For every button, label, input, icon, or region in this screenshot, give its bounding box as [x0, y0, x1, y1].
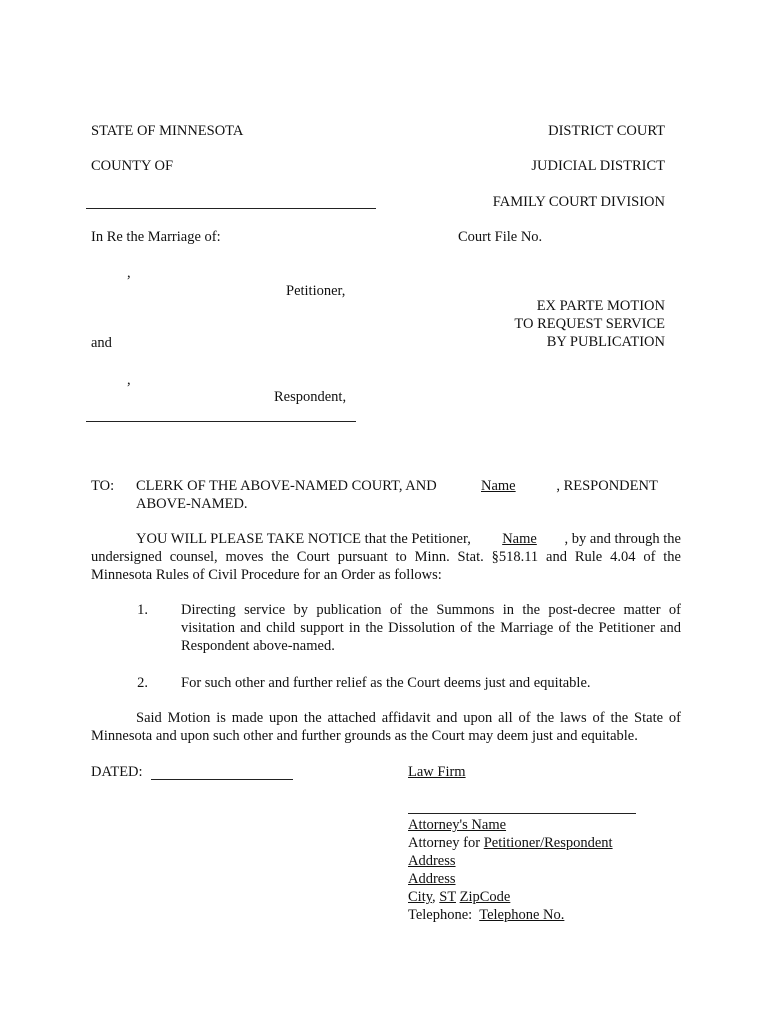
to-line1	[136, 477, 658, 495]
law-firm: Law Firm	[408, 764, 466, 780]
division-label: FAMILY COURT DIVISION	[492, 194, 665, 210]
notice-paragraph	[91, 530, 681, 584]
petitioner-label: Petitioner,	[286, 283, 346, 299]
motion-title-line1: EX PARTE MOTION	[536, 298, 665, 314]
to-label: TO:	[91, 478, 115, 494]
attorney-for-party: Petitioner/Respondent	[483, 835, 613, 851]
state-label: STATE OF MINNESOTA	[91, 123, 244, 139]
attorney-for-prefix: Attorney for	[408, 835, 484, 851]
date-signature-line	[151, 779, 293, 780]
caption-top-rule	[86, 208, 376, 209]
state-abbrev: ST	[439, 889, 456, 905]
respondent-name-comma: ,	[127, 372, 131, 388]
attorney-signature-line	[408, 813, 636, 814]
telephone-label: Telephone:	[408, 907, 473, 923]
caption-bottom-rule	[86, 421, 356, 422]
item-1-number: 1.	[137, 602, 148, 618]
district-label: JUDICIAL DISTRICT	[531, 158, 665, 174]
court-label: DISTRICT COURT	[548, 123, 665, 139]
motion-title-line2: TO REQUEST SERVICE	[514, 316, 665, 332]
item-2-number: 2.	[137, 675, 148, 691]
county-label: COUNTY OF	[91, 158, 174, 174]
city-comma: ,	[432, 889, 436, 905]
respondent-label: Respondent,	[274, 389, 347, 405]
and-label: and	[91, 335, 112, 351]
respondent-name-blank: Name	[481, 478, 516, 494]
to-line2: ABOVE-NAMED.	[136, 496, 248, 512]
city-state-zip-line	[408, 888, 510, 906]
address-line-2: Address	[408, 871, 456, 887]
attorney-for-line	[408, 834, 613, 852]
notice-part2: , by and through the undersigned counsel, moves the Court pursuant to Minn. Stat. §518.11 and Rule 4.04 of the Minnesota Rules of Civil Procedure for an Order as follows:	[91, 531, 681, 583]
motion-title-line3: BY PUBLICATION	[546, 334, 665, 350]
to-text-a: CLERK OF THE ABOVE-NAMED COURT, AND	[136, 478, 437, 494]
telephone-number: Telephone No.	[479, 907, 565, 923]
item-1-text: Directing service by publication of the Summons in the post-decree matter of visitation and child support in the Dissolution of the Marriage of the Petitioner and Respondent above-named.	[181, 602, 681, 654]
telephone-line	[408, 906, 564, 924]
notice-part1: YOU WILL PLEASE TAKE NOTICE that the Petitioner,	[136, 531, 471, 547]
city: City	[408, 889, 433, 905]
attorney-name: Attorney's Name	[408, 817, 507, 833]
to-text-b: , RESPONDENT	[556, 478, 658, 494]
dated-label: DATED:	[91, 764, 143, 780]
said-motion-paragraph: Said Motion is made upon the attached affidavit and upon all of the laws of the State of Minnesota and upon such other and further grounds as the Court may deem just and equitable.	[91, 710, 681, 744]
zip-code: ZipCode	[459, 889, 511, 905]
petitioner-name-comma: ,	[127, 265, 131, 281]
address-line-1: Address	[408, 853, 456, 869]
item-2-text: For such other and further relief as the Court deems just and equitable.	[181, 675, 591, 691]
court-file-label: Court File No.	[458, 229, 543, 245]
marriage-of-label: In Re the Marriage of:	[91, 229, 221, 245]
petitioner-name-blank: Name	[502, 531, 537, 547]
